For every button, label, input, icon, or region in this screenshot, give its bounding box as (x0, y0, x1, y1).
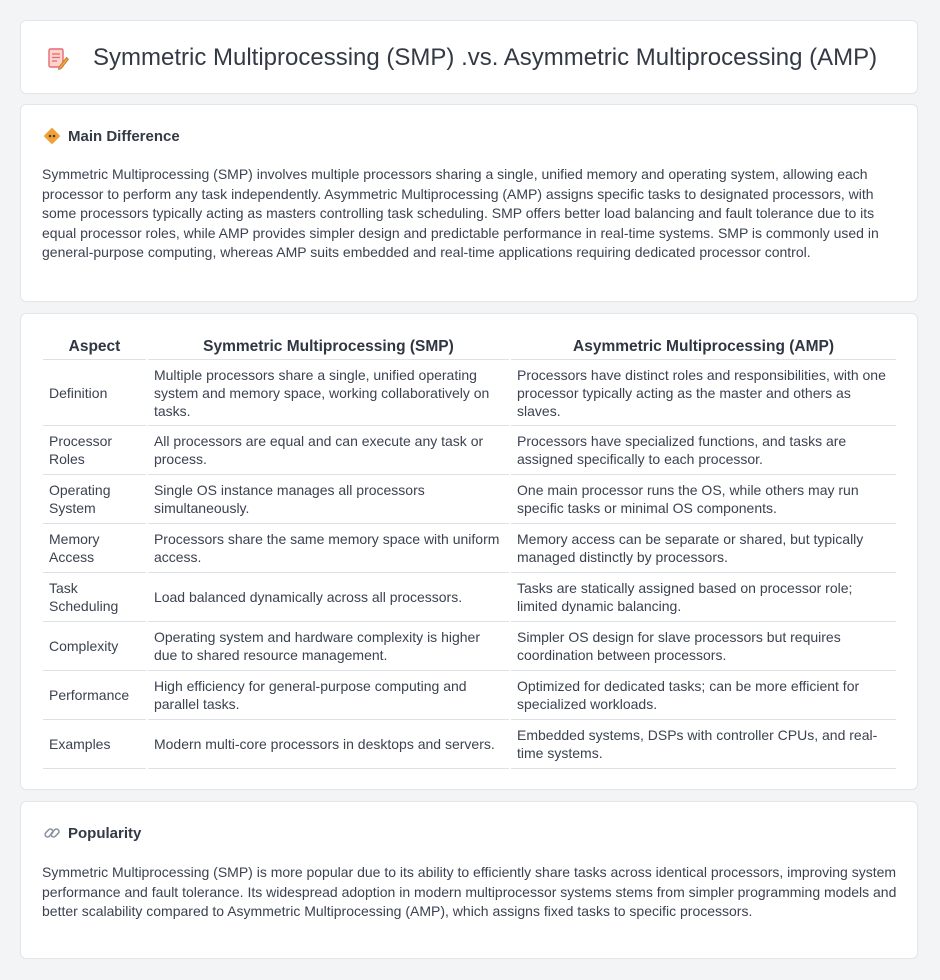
amp-cell: Processors have specialized functions, and tasks are assigned specifically to each processor. (511, 426, 896, 475)
main-difference-section (20, 104, 918, 302)
column-header-aspect: Aspect (43, 334, 146, 360)
aspect-cell: Processor Roles (43, 426, 146, 475)
popularity-header (43, 824, 141, 842)
aspect-cell: Operating System (43, 475, 146, 524)
column-header-smp: Symmetric Multiprocessing (SMP) (148, 334, 509, 360)
comparison-section (20, 313, 918, 790)
table-row (43, 360, 896, 426)
table-row (43, 426, 896, 475)
popularity-section (20, 801, 918, 959)
smp-cell: Single OS instance manages all processors simultaneously. (148, 475, 509, 524)
aspect-cell: Examples (43, 720, 146, 769)
document-pencil-icon (47, 47, 69, 71)
table-row (43, 622, 896, 671)
smp-cell: High efficiency for general-purpose computing and parallel tasks. (148, 671, 509, 720)
aspect-cell: Memory Access (43, 524, 146, 573)
smp-cell: Load balanced dynamically across all processors. (148, 573, 509, 622)
table-row (43, 671, 896, 720)
diamond-sign-icon (43, 127, 61, 145)
amp-cell: Simpler OS design for slave processors but requires coordination between processors. (511, 622, 896, 671)
aspect-cell: Task Scheduling (43, 573, 146, 622)
main-difference-header (43, 127, 180, 145)
aspect-cell: Definition (43, 360, 146, 426)
amp-cell: Tasks are statically assigned based on processor role; limited dynamic balancing. (511, 573, 896, 622)
link-icon (43, 824, 61, 842)
main-difference-heading: Main Difference (68, 127, 180, 145)
smp-cell: All processors are equal and can execute any task or process. (148, 426, 509, 475)
table-header-row (43, 334, 896, 360)
amp-cell: Processors have distinct roles and responsibilities, with one processor typically acting as the master and others as slaves. (511, 360, 896, 426)
table-row (43, 720, 896, 769)
table-row (43, 573, 896, 622)
table-row (43, 475, 896, 524)
page-header (20, 20, 918, 94)
smp-cell: Modern multi-core processors in desktops and servers. (148, 720, 509, 769)
smp-cell: Multiple processors share a single, unified operating system and memory space, working collaboratively on tasks. (148, 360, 509, 426)
main-difference-text: Symmetric Multiprocessing (SMP) involves multiple processors sharing a single, unified memory and operating system, allowing each processor to perform any task independently. Asymmetric Multiprocessing (AMP) assigns specific tasks to designated processors, with some processors typically acting as masters controlling task scheduling. SMP offers better load balancing and fault tolerance due to its equal processor roles, while AMP provides simpler design and predictable performance in real-time systems. SMP is commonly used in general-purpose computing, whereas AMP suits embedded and real-time applications requiring dedicated processor control. (42, 166, 879, 260)
aspect-cell: Complexity (43, 622, 146, 671)
popularity-text: Symmetric Multiprocessing (SMP) is more popular due to its ability to efficiently share tasks across identical processors, improving system performance and fault tolerance. Its widespread adoption in modern multiprocessor systems stems from simpler programming models and better scalability compared to Asymmetric Multiprocessing (AMP), which assigns fixed tasks to specific processors. (42, 864, 897, 919)
aspect-cell: Performance (43, 671, 146, 720)
page-title: Symmetric Multiprocessing (SMP) .vs. Asymmetric Multiprocessing (AMP) (93, 44, 878, 71)
popularity-heading: Popularity (68, 824, 142, 842)
table-row (43, 524, 896, 573)
smp-cell: Processors share the same memory space with uniform access. (148, 524, 509, 573)
smp-cell: Operating system and hardware complexity is higher due to shared resource management. (148, 622, 509, 671)
amp-cell: One main processor runs the OS, while others may run specific tasks or minimal OS components. (511, 475, 896, 524)
amp-cell: Optimized for dedicated tasks; can be more efficient for specialized workloads. (511, 671, 896, 720)
comparison-table (41, 334, 898, 769)
amp-cell: Embedded systems, DSPs with controller CPUs, and real-time systems. (511, 720, 896, 769)
amp-cell: Memory access can be separate or shared, but typically managed distinctly by processors. (511, 524, 896, 573)
column-header-amp: Asymmetric Multiprocessing (AMP) (511, 334, 896, 360)
